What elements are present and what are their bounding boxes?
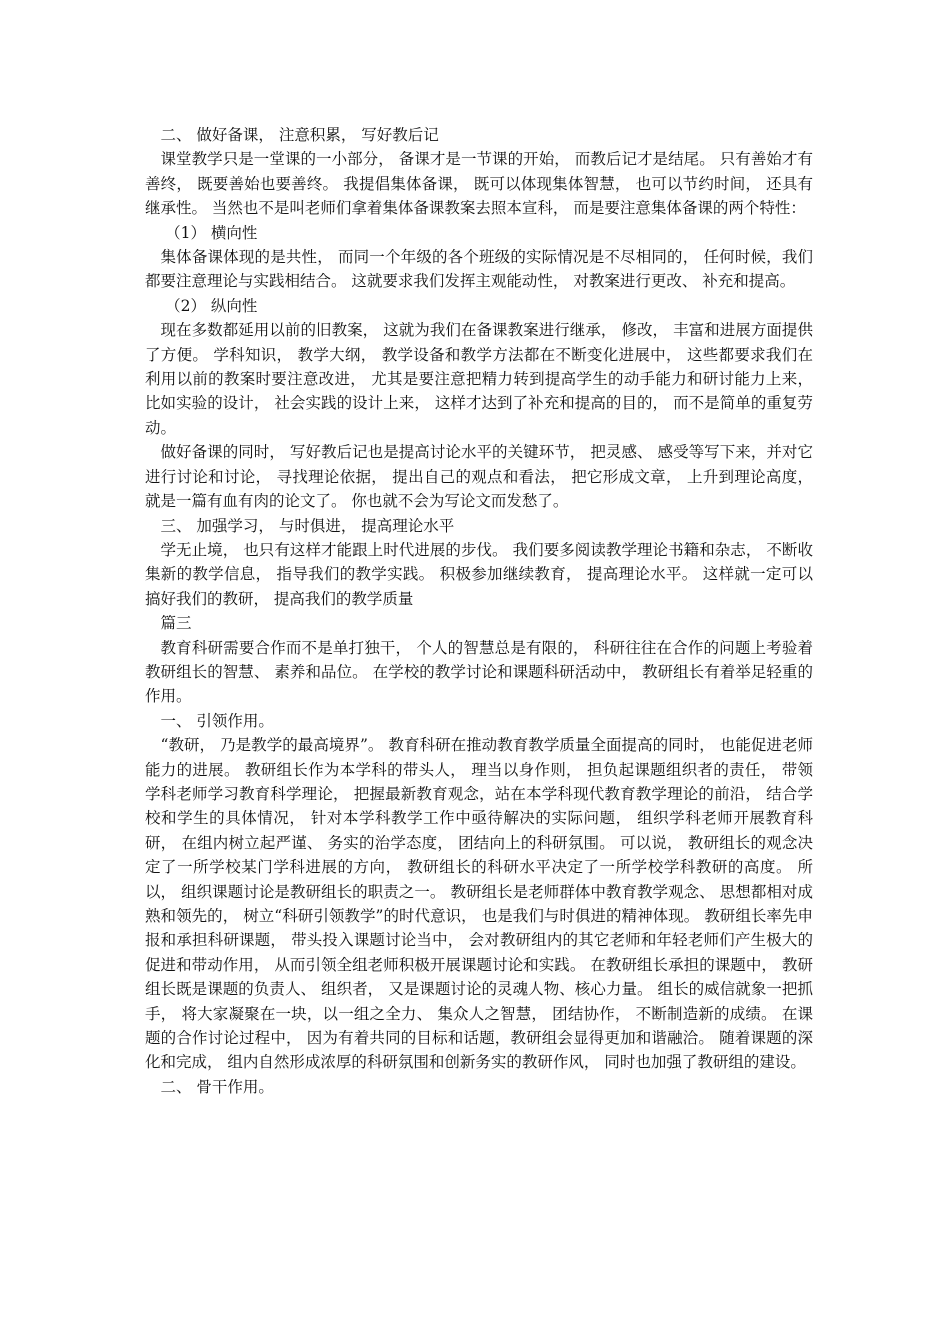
body-paragraph: 现在多数都延用以前的旧教案， 这就为我们在备课教案进行继承， 修改， 丰富和进展方面提供了方便。 学科知识， 教学大纲， 教学设备和教学方法都在不断变化进展中， 这些都要求我们在利用以前的教案时要注意改进， 尤其是要注意把精力转到提高学生的动手能力和研讨能力上来， 比如实验的设计， 社会实践的设计上来， 这样才达到了补充和提高的目的， 而不是简单的重复劳动。 <box>145 321 813 437</box>
section-heading: 三、 加强学习， 与时俱进， 提高理论水平 <box>160 516 455 535</box>
section-heading: 二、 骨干作用。 <box>160 1077 274 1096</box>
section-heading: 一、 引领作用。 <box>160 711 274 730</box>
subsection-heading: （2） 纵向性 <box>165 296 258 315</box>
body-paragraph: 做好备课的同时， 写好教后记也是提高讨论水平的关键环节， 把灵感、 感受等写下来，并对它进行讨论和讨论， 寻找理论依据， 提出自己的观点和看法， 把它形成文章， 上升到理论高度， 就是一篇有血有肉的论文了。 你也就不会为写论文而发愁了。 <box>145 443 813 511</box>
body-paragraph: “教研， 乃是教学的最高境界”。 教育科研在推动教育教学质量全面提高的同时， 也能促进老师能力的进展。 教研组长作为本学科的带头人， 理当以身作则， 担负起课题组织者的责任， 带领学科老师学习教育科学理论， 把握最新教育观念，站在本学科现代教育教学理论的前沿， 结合学校和学生的具体情况， 针对本学科教学工作中亟待解决的实际问题， 组织学科老师开展教育科研， 在组内树立起严谨、 务实的治学态度， 团结向上的科研氛围。 可以说， 教研组长的观念决定了一所学校某门学科进展的方向， 教研组长的科研水平决定了一所学校学科教研的高度。 所以， 组织课题讨论是教研组长的职责之一。 教研组长是老师群体中教育教学观念、 思想都相对成熟和领先的， 树立“科研引领教学”的时代意识， 也是我们与时俱进的精神体现。 教研组长率先申报和承担科研课题， 带头投入课题讨论当中， 会对教研组内的其它老师和年轻老师们产生极大的促进和带动作用， 从而引领全组老师积极开展课题讨论和实践。 在教研组长承担的课题中， 教研组长既是课题的负责人、 组织者， 又是课题讨论的灵魂人物、核心力量。 组长的威信就象一把抓手， 将大家凝聚在一块，以一组之全力、 集众人之智慧， 团结协作， 不断制造新的成绩。 在课题的合作讨论过程中， 因为有着共同的目标和话题，教研组会显得更加和谐融洽。 随着课题的深化和完成， 组内自然形成浓厚的科研氛围和创新务实的教研作风， 同时也加强了教研组的建设。 <box>145 736 813 1072</box>
chapter-heading: 篇三 <box>160 614 192 633</box>
body-paragraph: 教育科研需要合作而不是单打独干， 个人的智慧总是有限的， 科研往往在合作的问题上考验着教研组长的智慧、 素养和品位。 在学校的教学讨论和课题科研活动中， 教研组长有着举足轻重的作用。 <box>145 638 813 706</box>
body-paragraph: 课堂教学只是一堂课的一小部分， 备课才是一节课的开始， 而教后记才是结尾。 只有善始才有善终， 既要善始也要善终。 我提倡集体备课， 既可以体现集体智慧， 也可以节约时间， 还具有继承性。 当然也不是叫老师们拿着集体备课教案去照本宣科， 而是要注意集体备课的两个特性： <box>145 150 813 218</box>
section-heading: 二、 做好备课， 注意积累， 写好教后记 <box>160 126 439 144</box>
body-paragraph: 学无止境， 也只有这样才能跟上时代进展的步伐。 我们要多阅读教学理论书籍和杂志， 不断收集新的教学信息， 指导我们的教学实践。 积极参加继续教育， 提高理论水平。 这样就一定可以搞好我们的教研， 提高我们的教学质量 <box>145 540 813 608</box>
body-paragraph: 集体备课体现的是共性， 而同一个年级的各个班级的实际情况是不尽相同的， 任何时候，我们都要注意理论与实践相结合。 这就要求我们发挥主观能动性， 对教案进行更改、 补充和提高。 <box>145 248 813 291</box>
subsection-heading: （1） 横向性 <box>165 223 258 242</box>
document-page <box>145 123 813 1099</box>
